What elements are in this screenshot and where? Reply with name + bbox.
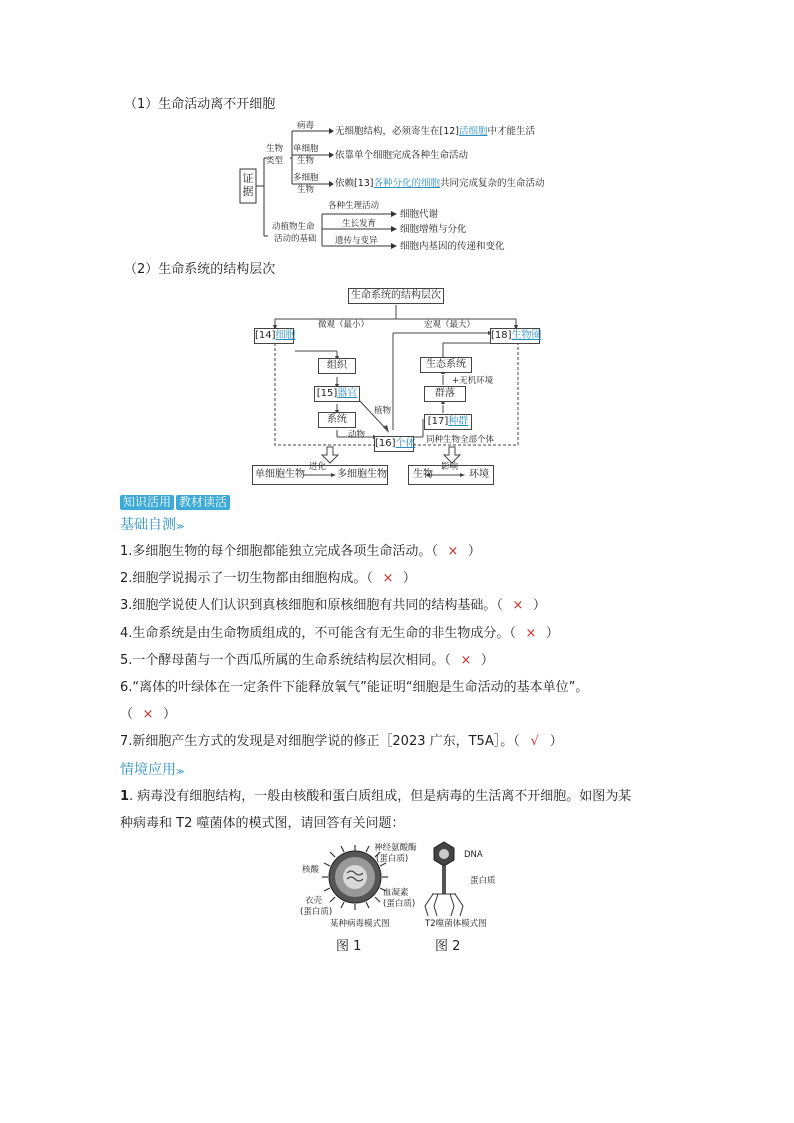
- community-box: 群落: [424, 386, 466, 402]
- label-nucleic: 核酸: [302, 865, 320, 875]
- fig1-caption: 某种病毒模式图: [330, 919, 390, 929]
- single-label-2: 生物: [297, 156, 315, 166]
- basis-item-2-label: 生长发育: [342, 219, 377, 229]
- fig2-label: 图 2: [435, 939, 461, 954]
- test-item-6: 6.“离体的叶绿体在一定条件下能释放氧气”能证明“细胞是生命活动的基本单位”。: [120, 680, 589, 695]
- individual-box: [16]个体: [374, 436, 414, 452]
- single-label-1: 单细胞: [293, 144, 319, 154]
- multi-text: 依赖[13]各种分化的细胞共同完成复杂的生命活动: [335, 178, 545, 189]
- virus-label: 病毒: [297, 121, 315, 131]
- basis-item-1-text: 细胞代谢: [400, 209, 439, 220]
- virus-text: 无细胞结构，必须寄生在[12]活细胞中才能生活: [335, 126, 536, 137]
- label-neura-2: (蛋白质): [376, 854, 409, 864]
- basis-label-2: 活动的基础: [274, 234, 317, 244]
- basic-test-heading: 基础自测≫: [120, 517, 185, 533]
- multi-label-2: 生物: [297, 185, 315, 195]
- basis-label-1: 动植物生命: [272, 222, 315, 232]
- test-item-1: 1.多细胞生物的每个细胞都能独立完成各项生命活动。（ × ）: [120, 544, 481, 559]
- section2-title: （2）生命系统的结构层次: [124, 262, 276, 277]
- answer-14: 细胞: [275, 330, 296, 341]
- system-box: 系统: [318, 412, 356, 428]
- mark-3: ×: [512, 598, 524, 613]
- test-item-5: 5.一个酵母菌与一个西瓜所属的生命系统结构层次相同。（ × ）: [120, 653, 494, 668]
- question-1-line1: 1. 病毒没有细胞结构，一般由核酸和蛋白质组成，但是病毒的生活离不开细胞。如图为某: [120, 789, 632, 804]
- plant-label: 植物: [374, 406, 392, 416]
- label-capsid-1: 衣壳: [305, 896, 323, 906]
- answer-16: 个体: [395, 438, 416, 449]
- population-box: [17]种群: [424, 414, 472, 430]
- mark-1: ×: [447, 544, 459, 559]
- context-heading: 情境应用≫: [120, 762, 185, 778]
- answer-15: 器官: [337, 388, 358, 399]
- label-dna: DNA: [464, 850, 483, 860]
- answer-17: 种群: [448, 416, 469, 427]
- influence-box: 生物 影响 环境: [408, 465, 494, 485]
- basis-item-3-text: 细胞内基因的传递和变化: [400, 241, 505, 252]
- label-neura-1: 神经氨酸酶: [374, 843, 417, 853]
- organ-box: [15]器官: [314, 386, 360, 402]
- evolution-box: 单细胞生物 进化 多细胞生物: [252, 465, 388, 485]
- evidence-label: 证据: [242, 172, 254, 198]
- label-protein: 蛋白质: [470, 876, 496, 886]
- tag-knowledge: 知识活用: [120, 495, 174, 510]
- basis-item-3-label: 遗传与变异: [335, 236, 378, 246]
- ecosystem-box: 生态系统: [420, 357, 472, 373]
- abiotic-label: +无机环境: [452, 376, 494, 386]
- fig2-caption: T2噬菌体模式图: [425, 919, 487, 929]
- tissue-box: 组织: [318, 358, 356, 374]
- hierarchy-title-box: 生命系统的结构层次: [348, 288, 444, 304]
- multi-label-1: 多细胞: [293, 173, 319, 183]
- fig1-label: 图 1: [336, 939, 362, 954]
- bio-types-label-1: 生物: [266, 144, 284, 154]
- answer-18: 生物圈: [511, 330, 542, 341]
- test-item-2: 2.细胞学说揭示了一切生物都由细胞构成。（ × ）: [120, 571, 416, 586]
- macro-label: 宏观（最大）: [424, 320, 476, 330]
- mark-6: ×: [142, 707, 154, 722]
- test-item-7: 7.新细胞产生方式的发现是对细胞学说的修正［2023 广东，T5A］。（ √ ）: [120, 734, 563, 749]
- same-species-label: 同种生物全部个体: [426, 435, 495, 445]
- test-item-6-answer: （ × ）: [120, 707, 177, 722]
- label-hemag-1: 血凝素: [383, 888, 409, 898]
- answer-13: 各种分化的细胞: [373, 178, 441, 189]
- question-1-line2: 种病毒和 T2 噬菌体的模式图，请回答有关问题：: [120, 816, 405, 831]
- single-text: 依靠单个细胞完成各种生命活动: [335, 150, 469, 161]
- micro-label: 微观（最小）: [318, 320, 370, 330]
- mark-5: ×: [460, 653, 472, 668]
- mark-7: √: [530, 734, 539, 749]
- label-capsid-2: (蛋白质): [300, 907, 333, 917]
- test-item-3: 3.细胞学说使人们认识到真核细胞和原核细胞有共同的结构基础。（ × ）: [120, 598, 546, 613]
- phage-illustration: [420, 840, 470, 918]
- label-hemag-2: (蛋白质): [383, 899, 416, 909]
- section1-title: （1）生命活动离不开细胞: [124, 97, 276, 112]
- answer-12: 活细胞: [459, 126, 488, 137]
- mark-2: ×: [382, 571, 394, 586]
- tag-textbook: 教材读活: [176, 495, 230, 510]
- cell-box: [14]细胞: [254, 328, 294, 344]
- bio-types-label-2: 类型: [266, 156, 284, 166]
- test-item-4: 4.生命系统是由生命物质组成的，不可能含有无生命的非生物成分。（ × ）: [120, 626, 559, 641]
- hierarchy-diagram: [250, 285, 550, 490]
- basis-item-2-text: 细胞增殖与分化: [400, 224, 467, 235]
- tag-bar: [120, 491, 232, 510]
- basis-item-1-label: 各种生理活动: [328, 201, 380, 211]
- biosphere-box: [18]生物圈: [490, 328, 540, 344]
- mark-4: ×: [525, 626, 537, 641]
- animal-label: 动物: [348, 430, 366, 440]
